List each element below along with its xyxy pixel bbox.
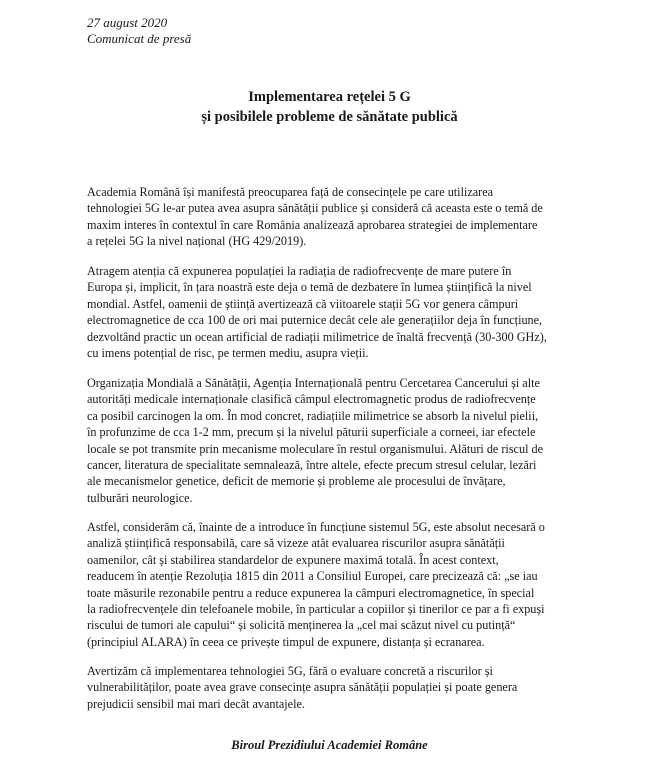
release-type: Comunicat de presă bbox=[87, 31, 192, 46]
paragraph-5 bbox=[87, 663, 587, 712]
release-date: 27 august 2020 bbox=[87, 15, 168, 30]
paragraph-line: maxim interes în contextul în care România analizează aprobarea strategiei de implementare bbox=[87, 217, 538, 232]
paragraph-line: Europa și, implicit, în țara noastră este deja o temă de dezbatere în lumea științifică la nivel bbox=[87, 280, 532, 295]
paragraph-line: dezvoltând practic un ocean artificial de radiații milimetrice de înaltă frecvență (30-300 GHz), bbox=[87, 329, 547, 344]
signature: Biroul Prezidiului Academiei Române bbox=[231, 738, 428, 752]
paragraph-line: a rețelei 5G la nivel național (HG 429/2019). bbox=[87, 234, 307, 249]
document-title bbox=[0, 87, 659, 127]
paragraph-line: locale se pot transmite prin mecanisme moleculare în restul organismului. Alături de riscul de bbox=[87, 441, 544, 456]
paragraph-2 bbox=[87, 263, 587, 361]
paragraph-line: cancer, literatura de specialitate semnalează, între altele, efecte precum stresul celular, lezări bbox=[87, 458, 537, 473]
paragraph-line: cu imens potențial de risc, pe termen mediu, asupra vieții. bbox=[87, 346, 369, 361]
paragraph-line: Astfel, considerăm că, înainte de a introduce în funcțiune sistemul 5G, este absolut necesară o bbox=[87, 520, 545, 534]
paragraph-line: Atragem atenția că expunerea populației la radiația de radiofrecvențe de mare putere în bbox=[87, 264, 512, 278]
paragraph-line: ale mecanismelor genetice, deficit de memorie și probleme ale procesului de învățare, bbox=[87, 474, 506, 489]
paragraph-line: tehnologiei 5G le-ar putea avea asupra sănătății publice și consideră că aceasta este o temă de bbox=[87, 201, 543, 216]
paragraph-line: autorități medicale internaționale clasifică câmpul electromagnetic produs de radiofrecvențe bbox=[87, 392, 536, 407]
paragraph-line: ca posibil carcinogen la om. În mod concret, radiațiile milimetrice se absorb la nivelul pielii, bbox=[87, 408, 539, 423]
paragraph-1 bbox=[87, 184, 587, 250]
paragraph-line: toate măsurile rezonabile pentru a reduce expunerea la câmpuri electromagnetice, în special bbox=[87, 585, 535, 600]
paragraph-line: mondial. Astfel, oamenii de știință avertizează că viitoarele stații 5G vor genera câmpuri bbox=[87, 296, 519, 311]
paragraph-line: readucem în atenție Rezoluția 1815 din 2011 a Consiliul Europei, care precizează că: „se iau bbox=[87, 569, 538, 584]
paragraph-line: Organizația Mondială a Sănătății, Agenția Internațională pentru Cercetarea Cancerului și alte bbox=[87, 376, 540, 390]
paragraph-line: electromagnetice de cca 100 de ori mai puternice decât cele ale generațiilor deja în funcțiune, bbox=[87, 313, 543, 328]
paragraph-line: riscului de tumori ale capului“ și solicită menținerea la „cel mai scăzut nivel cu putință“ bbox=[87, 618, 516, 633]
paragraph-line: tulburări neurologice. bbox=[87, 490, 193, 505]
paragraph-line: vulnerabilităților, poate avea grave consecințe asupra sănătății populației și poate genera bbox=[87, 680, 518, 695]
paragraph-line: prejudicii sensibil mai mari decât avantajele. bbox=[87, 696, 305, 711]
paragraph-line: analiză științifică responsabilă, care să vizeze atât evaluarea riscurilor asupra sănătății bbox=[87, 536, 505, 551]
paragraph-line: în profunzime de cca 1-2 mm, precum și la nivelul păturii superficiale a corneei, iar efectele bbox=[87, 425, 536, 440]
title-line-1: Implementarea rețelei 5 G bbox=[248, 89, 411, 105]
document-header bbox=[87, 15, 191, 47]
paragraph-line: oamenilor, cât și stabilirea standardelor de expunere maximă totală. În acest context, bbox=[87, 552, 499, 567]
title-line-2: și posibilele probleme de sănătate publică bbox=[201, 109, 458, 125]
paragraph-4 bbox=[87, 519, 587, 650]
paragraph-3 bbox=[87, 375, 587, 506]
paragraph-line: la radiofrecvențele din telefoanele mobile, în particular a copiilor și tinerilor ce par a fi expuși bbox=[87, 602, 545, 617]
paragraph-line: (principiul ALARA) în ceea ce privește timpul de expunere, distanța și ecranarea. bbox=[87, 634, 485, 649]
paragraph-line: Avertizăm că implementarea tehnologiei 5G, fără o evaluare concretă a riscurilor și bbox=[87, 664, 493, 678]
paragraph-line: Academia Română își manifestă preocuparea față de consecințele pe care utilizarea bbox=[87, 185, 494, 199]
